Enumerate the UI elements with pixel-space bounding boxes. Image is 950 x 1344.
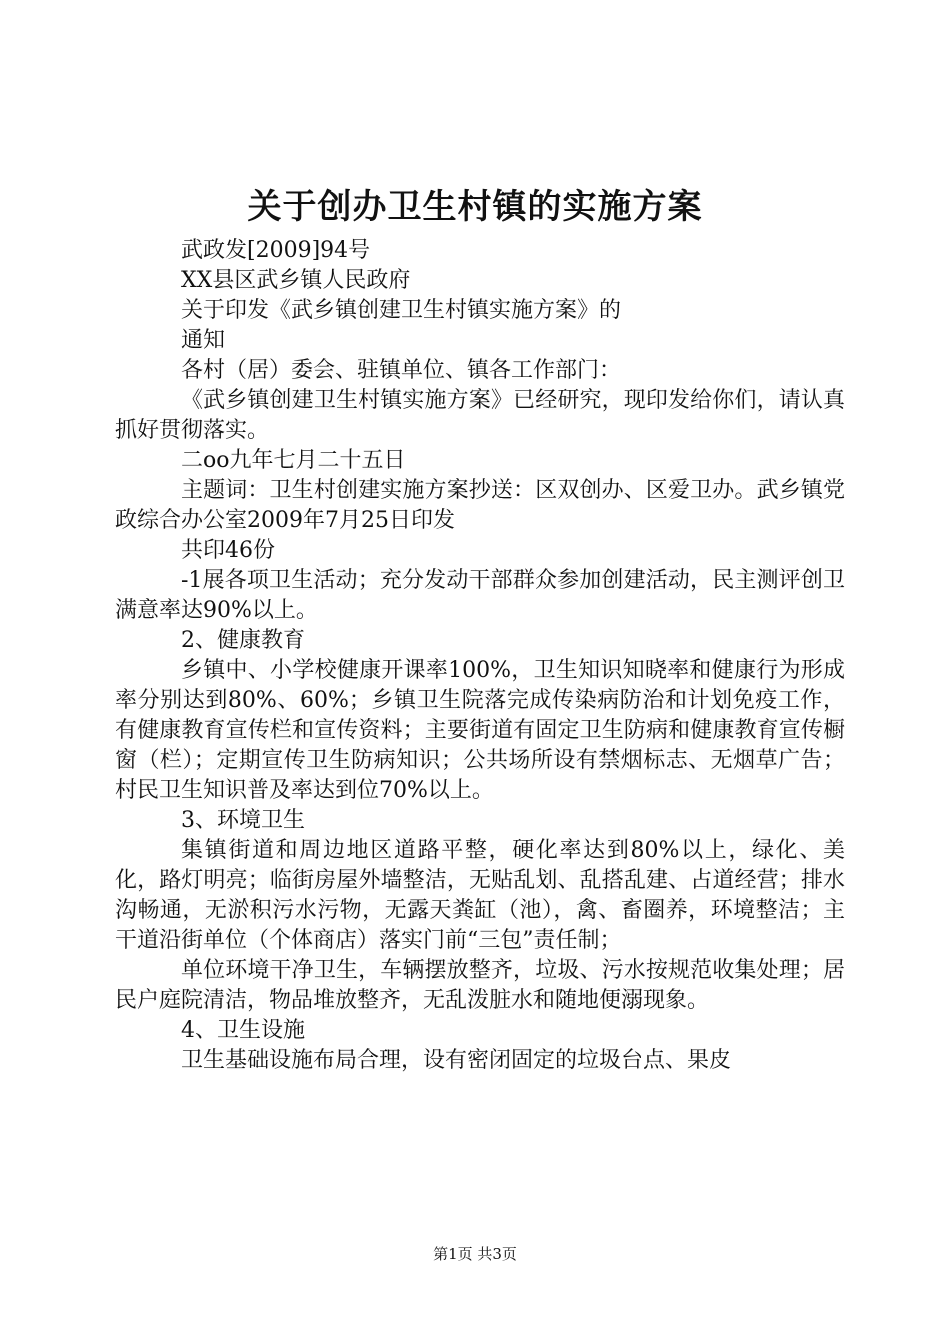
recipients: 各村（居）委会、驻镇单位、镇各工作部门： (181, 358, 622, 383)
notice-title-line-1: 关于印发《武乡镇创建卫生村镇实施方案》的 (181, 298, 622, 323)
document-title: 关于创办卫生村镇的实施方案 (247, 187, 703, 227)
paragraph: 《武乡镇创建卫生村镇实施方案》已经研究，现印发给你们，请认真抓好贯彻落实。 (115, 388, 845, 443)
paragraph: -1展各项卫生活动；充分发动干部群众参加创建活动，民主测评创卫满意率达90%以上。 (115, 568, 845, 623)
issue-date: 二oo九年七月二十五日 (181, 448, 406, 473)
doc-number: 武政发[2009]94号 (181, 238, 371, 263)
document-body (115, 236, 845, 1076)
issuer: XX县区武乡镇人民政府 (181, 268, 411, 293)
section-heading: 4、卫生设施 (181, 1018, 305, 1043)
subject-line: 主题词：卫生村创建实施方案抄送：区双创办、区爱卫办。武乡镇党政综合办公室2009年7月25日印发 (115, 478, 845, 533)
paragraph: 单位环境干净卫生，车辆摆放整齐，垃圾、污水按规范收集处理；居民户庭院清洁，物品堆放整齐，无乱泼脏水和随地便溺现象。 (115, 958, 845, 1013)
print-count: 共印46份 (181, 538, 275, 563)
notice-title-line-2: 通知 (181, 328, 226, 353)
paragraph: 集镇街道和周边地区道路平整，硬化率达到80%以上，绿化、美化，路灯明亮；临街房屋外墙整洁，无贴乱划、乱搭乱建、占道经营；排水沟畅通，无淤积污水污物，无露天粪缸（池），禽、畜圈养，环境整洁；主干道沿街单位（个体商店）落实门前“三包”责任制； (115, 838, 845, 953)
paragraph: 乡镇中、小学校健康开课率100%，卫生知识知晓率和健康行为形成率分别达到80%、60%；乡镇卫生院落完成传染病防治和计划免疫工作，有健康教育宣传栏和宣传资料；主要街道有固定卫生防病和健康教育宣传橱窗（栏）；定期宣传卫生防病知识；公共场所设有禁烟标志、无烟草广告；村民卫生知识普及率达到位70%以上。 (115, 658, 845, 803)
section-heading: 2、健康教育 (181, 628, 305, 653)
paragraph: 卫生基础设施布局合理，设有密闭固定的垃圾台点、果皮 (181, 1048, 732, 1073)
section-heading: 3、环境卫生 (181, 808, 305, 833)
page-footer: 第1页 共3页 (433, 1245, 517, 1263)
